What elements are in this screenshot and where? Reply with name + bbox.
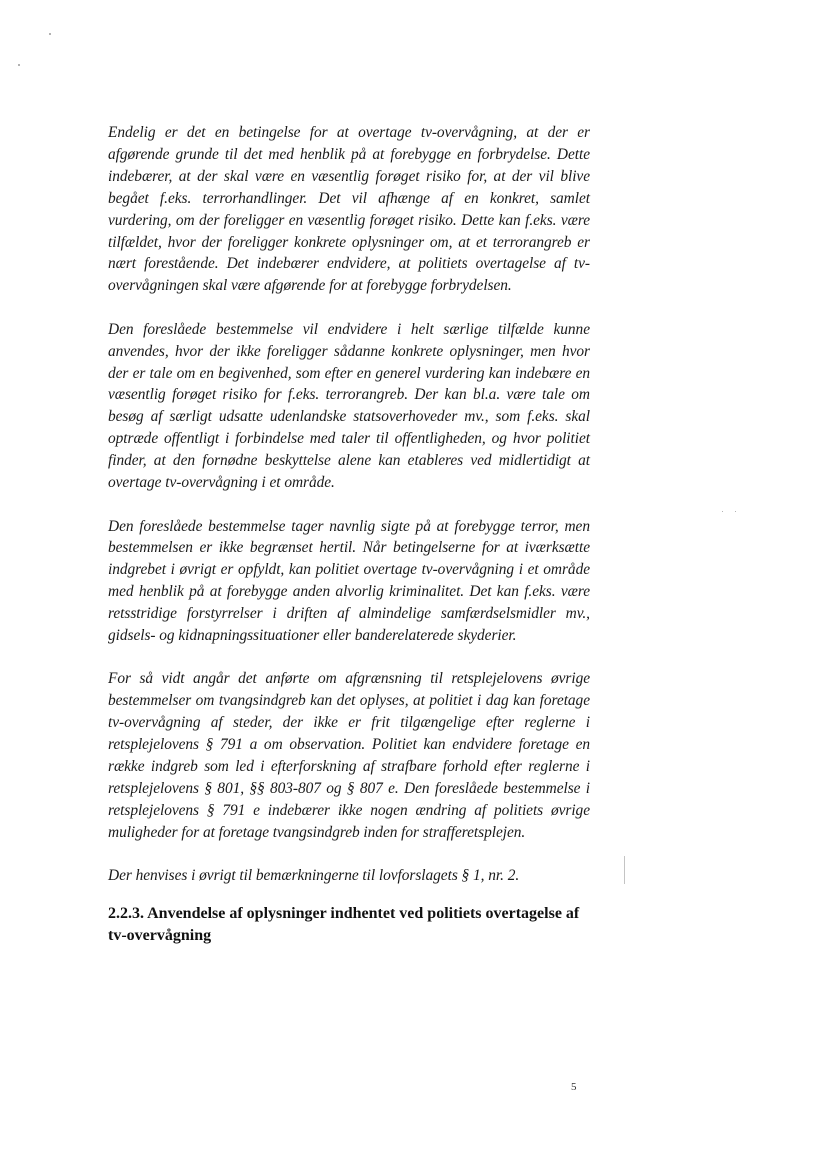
closing-reference: Der henvises i øvrigt til bemærkningerne til lovforslagets § 1, nr. 2. bbox=[108, 867, 520, 885]
section-heading: 2.2.3. Anvendelse af oplysninger indhentet ved politiets overtagelse af tv-overvågning bbox=[108, 905, 580, 945]
page-number: 5 bbox=[571, 1081, 577, 1093]
scan-speck bbox=[49, 33, 51, 35]
scan-speck bbox=[735, 511, 736, 512]
scan-mark bbox=[624, 856, 625, 884]
body-paragraph: Endelig er det en betingelse for at overtage tv-overvågning, at der er afgørende grunde til det med henblik på at forebygge en forbrydelse. Dette indebærer, at der skal være en væsentlig forøget risiko for, at der vil blive begået f.eks. terrorhandlinger. Det vil afhænge af en konkret, samlet vurdering, om der foreligger en væsentlig forøget risiko. Dette kan f.eks. være tilfældet, hvor der foreligger konkrete oplysninger om, at et terrorangreb er nært forestående. Det indebærer endvidere, at politiets overtagelse af tv-overvågningen skal være afgørende for at forebygge forbrydelsen. bbox=[108, 124, 590, 295]
scan-speck bbox=[722, 511, 723, 512]
body-paragraph: Den foreslåede bestemmelse vil endvidere i helt særlige tilfælde kunne anvendes, hvor der ikke foreligger sådanne konkrete oplysninger, men hvor der er tale om en begivenhed, som efter en generel vurdering kan indebære en væsentlig forøget risiko for f.eks. terrorangreb. Der kan bl.a. være tale om besøg af særligt udsatte udenlandske statsoverhoveder mv., som f.eks. skal optræde offentligt i forbindelse med taler til offentligheden, og hvor politiet finder, at den fornødne beskyttelse alene kan etableres ved midlertidigt at overtage tv-overvågning i et område. bbox=[108, 320, 590, 492]
document-body bbox=[108, 122, 590, 947]
body-paragraph: Den foreslåede bestemmelse tager navnlig sigte på at forebygge terror, men bestemmelsen er ikke begrænset hertil. Når betingelserne for at iværksætte indgrebet i øvrigt er opfyldt, kan politiet overtage tv-overvågning i et område med henblik på at forebygge anden alvorlig kriminalitet. Det kan f.eks. være retsstridige forstyrrelser i driften af almindelige samfærdselsmidler mv., gidsels- og kidnapningssituationer eller banderelaterede skyderier. bbox=[108, 517, 590, 645]
body-paragraph: For så vidt angår det anførte om afgrænsning til retsplejelovens øvrige bestemmelser om tvangsindgreb kan det oplyses, at politiet i dag kan foretage tv-overvågning af steder, der ikke er frit tilgængelige efter reglerne i retsplejelovens § 791 a om observation. Politiet kan endvidere foretage en række indgreb som led i efterforskning af strafbare forhold efter reglerne i retsplejelovens § 801, §§ 803-807 og § 807 e. Den foreslåede bestemmelse i retsplejelovens § 791 e indebærer ikke nogen ændring af politiets øvrige muligheder for at foretage tvangsindgreb inden for strafferetsplejen. bbox=[108, 670, 590, 841]
scan-speck bbox=[18, 64, 20, 66]
